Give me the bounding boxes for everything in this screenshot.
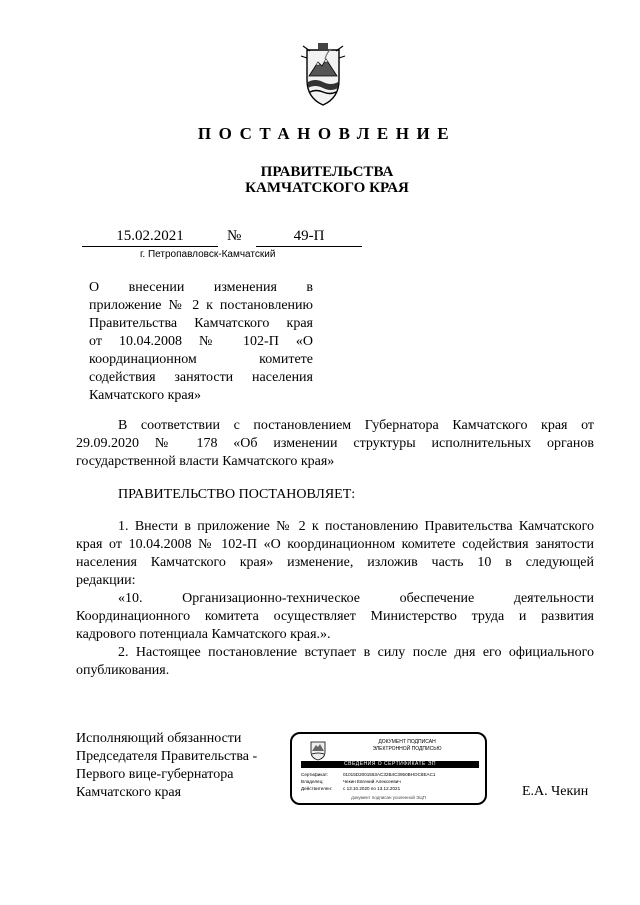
preamble-line: государственной власти Камчатского края» (76, 454, 335, 469)
stamp-row (301, 778, 435, 785)
stamp-row (301, 785, 435, 792)
item-1-line: 1. Внести в приложение № 2 к постановлению Правительства Камчатского (118, 519, 594, 534)
electronic-signature-stamp (290, 732, 487, 805)
coat-of-arms-icon (298, 42, 348, 108)
quote-line: кадрового потенциала Камчатского края.». (76, 627, 331, 642)
stamp-emblem-icon (309, 739, 327, 761)
stamp-heading (332, 739, 482, 753)
issuing-organization (0, 164, 640, 196)
preamble-line: 29.09.2020 № 178 «Об изменении структуры исполнительных органов (76, 436, 594, 451)
signer-line: Председателя Правительства - (76, 749, 258, 764)
item-1-line: населения Камчатского края» изменение, изложив часть 10 в следующей (76, 555, 594, 570)
stamp-row-key: Сертификат: (301, 772, 329, 777)
document-city: г. Петропавловск-Камчатский (140, 249, 276, 260)
signer-position (76, 730, 257, 802)
document-date: 15.02.2021 (82, 228, 218, 247)
subject-line: О внесении изменения в (89, 280, 313, 295)
preamble-line: В соответствии с постановлением Губернатора Камчатского края от (118, 418, 594, 433)
org-line-2: КАМЧАТСКОГО КРАЯ (245, 180, 409, 196)
quote-line: Координационного комитета осуществляет Министерство труда и развития (76, 609, 594, 624)
item-1-line: редакции: (76, 573, 136, 588)
item-1-line: края от 10.04.2008 № 102-П «О координационном комитете содействия занятости (76, 537, 594, 552)
quoted-item-10 (76, 590, 594, 644)
stamp-row-value: с 13.10.2020 по 13.12.2021 (343, 786, 401, 791)
signer-line: Камчатского края (76, 785, 182, 800)
subject-line: координационном комитете (89, 352, 313, 367)
resolves-heading (76, 486, 594, 504)
stamp-row-value: Чекин Евгений Алексеевич (343, 779, 401, 784)
subject-line: Правительства Камчатского края (89, 316, 313, 331)
document-number: 49-П (256, 228, 362, 247)
document-subject (89, 279, 313, 405)
stamp-row-key: Владелец: (301, 779, 324, 784)
stamp-certificate-bar: СВЕДЕНИЯ О СЕРТИФИКАТЕ ЭП (301, 761, 479, 768)
number-sign: № (227, 228, 242, 244)
stamp-footer: документ подписан усиленной ЭЦП (351, 795, 426, 800)
document-type-title: ПОСТАНОВЛЕНИЕ (197, 124, 457, 143)
stamp-row-key: Действителен: (301, 786, 333, 791)
signer-line: Первого вице-губернатора (76, 767, 234, 782)
preamble-paragraph (76, 417, 594, 471)
stamp-line-1: ДОКУМЕНТ ПОДПИСАН (378, 739, 436, 745)
item-1-paragraph (76, 518, 594, 590)
signer-name: Е.А. Чекин (522, 784, 589, 799)
resolves-text: ПРАВИТЕЛЬСТВО ПОСТАНОВЛЯЕТ: (118, 487, 356, 502)
stamp-row (301, 771, 435, 778)
stamp-line-2: ЭЛЕКТРОННОЙ ПОДПИСЬЮ (372, 746, 442, 752)
org-line-1: ПРАВИТЕЛЬСТВА (260, 164, 394, 180)
stamp-certificate-rows (301, 771, 435, 792)
subject-line: Камчатского края» (89, 388, 202, 403)
subject-line: приложение № 2 к постановлению (89, 298, 313, 313)
item-2-line: 2. Настоящее постановление вступает в силу после дня его официального (118, 645, 594, 660)
subject-line: от 10.04.2008 № 102-П «О (89, 334, 313, 349)
stamp-row-value: 01015D2001553AC32B4C3950BHOC8EAC1 (343, 772, 436, 777)
item-2-paragraph (76, 644, 594, 680)
item-2-line: опубликования. (76, 663, 170, 678)
subject-line: содействия занятости населения (89, 370, 313, 385)
quote-line: «10. Организационно-техническое обеспечение деятельности (118, 591, 594, 606)
signer-line: Исполняющий обязанности (76, 731, 242, 746)
